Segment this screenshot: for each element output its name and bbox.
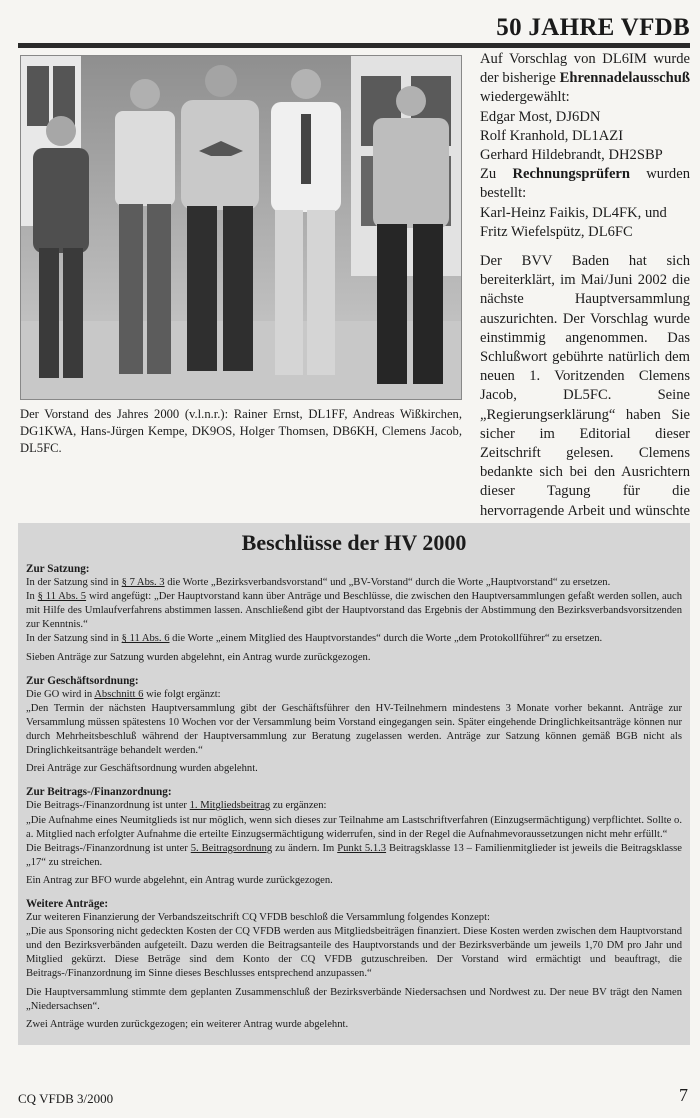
- paragraph-ref: Abschnitt 6: [94, 688, 144, 700]
- p2-end: wurden bestellt:: [480, 166, 690, 202]
- section-heading: Zur Satzung:: [26, 563, 90, 575]
- text: Beitragsklasse 13 – Familienmitglieder ist jeweils die Beitragsklasse „17“ zu streichen.: [26, 842, 682, 868]
- auditor-item: Karl-Heinz Faikis, DL4FK, und: [480, 204, 667, 221]
- ehrennadel-paragraph: [480, 50, 690, 242]
- beitrag-summary: Ein Antrag zur BFO wurde abgelehnt, ein Antrag wurde zurückgezogen.: [26, 874, 333, 886]
- text: zu ergänzen:: [270, 800, 327, 812]
- text: die Worte „einem Mitglied des Hauptvorstandes“ durch die Worte „dem Protokollführer“ zu ersetzen.: [169, 633, 603, 645]
- paragraph-ref: 1. Mitgliedsbeitrag: [189, 800, 271, 812]
- section-weitere-antraege: [18, 897, 690, 1032]
- weitere-merge: Die Hauptversammlung stimmte dem geplanten Zusammenschluß der Bezirksverbände Niedersachsen und Nordwest zu. Der neue BV trägt den Namen „Niedersachsen“.: [26, 986, 682, 1012]
- weitere-lines: [26, 911, 682, 981]
- text: Die GO wird in: [26, 688, 95, 700]
- footer-issue: CQ VFDB 3/2000: [18, 1091, 114, 1106]
- group-photo-illustration: [21, 56, 461, 399]
- text: wie folgt ergänzt:: [143, 688, 221, 700]
- text: „Den Termin der nächsten Hauptversammlung gibt der Geschäftsführer den HV-Teilnehmern mindestens 3 Monate vorher bekannt. Anträge zur Versammlung müssen spätestens 10 Wochen vor der Versammlung beim Vorstand eingegangen sein. Später eingehende Dringlichkeitsanträge können nur durch Mehrheitsbeschluß während der Hauptversammlung zur Beratung zugelassen werden. Anträge zur Satzung können gemäß BGB nicht als Dringlichkeitsanträge behandelt werden.“: [26, 702, 682, 757]
- text: Die Beitrags-/Finanzordnung ist unter: [26, 800, 190, 812]
- page-header-title: 50 JAHRE VFDB: [496, 14, 690, 41]
- weitere-summary: Zwei Anträge wurden zurückgezogen; ein weiterer Antrag wurde abgelehnt.: [26, 1018, 349, 1030]
- text: In der Satzung sind in: [26, 577, 122, 589]
- paragraph-ref: § 11 Abs. 5: [37, 591, 87, 603]
- text: wird angefügt: „Der Hauptvorstand kann über Anträge und Beschlüsse, die zwischen den Hauptversammlungen gefaßt werden sollen, auch mit Hilfe des Umlaufverfahrens abstimmen lassen. Anschließend gibt der Hauptvorstand das Ergebnis der Abstimmung den Bezirksverbandsvorsitzenden zur Kenntnis.“: [26, 591, 683, 631]
- p1-start: Auf Vorschlag von DL6IM wurde der bisherige: [480, 51, 690, 87]
- auditor-item: Fritz Wiefelspütz, DL6FC: [480, 223, 633, 240]
- text: „Die Aufnahme eines Neumitglieds ist nur möglich, wenn sich dieses zur Teilnahme am Lastschriftverfahren (Einzugsermächtigung) verpflichtet. Sollte o. a. Mitglied nach erfolgter Aufnahme die erteilte Einzugsermächtigung widerrufen, sind in der Regel die Aufnahmevoraussetzungen nicht mehr erfüllt.“: [26, 814, 682, 840]
- paragraph-ref: § 11 Abs. 6: [121, 633, 170, 645]
- page-number: 7: [679, 1085, 688, 1105]
- satzung-line-1: [26, 576, 682, 646]
- section-heading: Zur Beitrags-/Finanzordnung:: [26, 786, 172, 799]
- section-heading: Weitere Anträge:: [26, 897, 109, 910]
- resolutions-box: [18, 523, 690, 1045]
- text: die Worte „Bezirksverbandsvorstand“ und „BV-Vorstand“ durch die Worte „Hauptvorstand“ zu ersetzen.: [164, 577, 611, 589]
- section-beitragsordnung: [18, 785, 690, 888]
- beitrag-lines: [26, 799, 682, 869]
- member-item: Edgar Most, DJ6DN: [480, 108, 601, 125]
- header-rule: [18, 43, 690, 48]
- text: zu ändern. Im: [272, 842, 338, 854]
- member-item: Gerhard Hildebrandt, DH2SBP: [480, 147, 663, 164]
- resolutions-title: Beschlüsse der HV 2000: [241, 530, 467, 555]
- paragraph-ref: Punkt 5.1.3: [337, 842, 387, 854]
- text: „Die aus Sponsoring nicht gedeckten Kosten der CQ VFDB werden aus Mitgliedsbeiträgen finanziert. Diese Kosten werden zwischen dem Hauptvorstand und den Bezirksverbänden aufgeteilt. Dazu werden die Beitragsanteile des Hauptvorstands und der Bezirksverbände um jeweils 1,70 DM pro Jahr und Mitglied gekürzt. Diese Beträge sind dem Konto der CQ VFDB gutzuschreiben. Der Vorstand wird ermächtigt und beauftragt, die Beitrags-/Finanzordnung im Sinne dieses Beschlusses entsprechend anzupassen.“: [26, 926, 682, 980]
- section-satzung: [18, 562, 690, 665]
- section-heading: Zur Geschäftsordnung:: [26, 674, 139, 687]
- text: Die Beitrags-/Finanzordnung ist unter: [26, 842, 191, 854]
- text: In: [26, 591, 38, 603]
- p1-bold: Ehrennadelausschuß: [559, 70, 690, 87]
- p2-bold: Rechnungsprüfern: [512, 166, 631, 183]
- paragraph-ref: 5. Beitragsordnung: [190, 842, 273, 854]
- bvv-baden-paragraph: Der BVV Baden hat sich bereiterklärt, im Mai/Juni 2002 die nächste Hauptversammlung auszurichten. Der Vorschlag wurde einstimmig angenommen. Das Schlußwort gebührte natürlich dem neuen 1. Voritzenden Clemens Jacob, DL5FC. Seine „Regierungserklärung“ haben Sie sicher im Editorial dieser Zeitschrift gelesen. Clemens bedankte sich bei den Ausrichtern dieser Tagung für die hervorragende Arbeit und wünschte: [480, 253, 690, 519]
- text: Zur weiteren Finanzierung der Verbandszeitschrift CQ VFDB beschloß die Versammlung folgendes Konzept:: [26, 912, 490, 924]
- section-geschaeftsordnung: [18, 674, 690, 777]
- satzung-summary: Sieben Anträge zur Satzung wurden abgelehnt, ein Antrag wurde zurückgezogen.: [26, 651, 371, 663]
- right-column-text: [480, 50, 690, 569]
- go-lines: [26, 688, 682, 758]
- photo-caption: Der Vorstand des Jahres 2000 (v.l.n.r.): Rainer Ernst, DL1FF, Andreas Wißkirchen, DG1KWA, Hans-Jürgen Kempe, DK9OS, Holger Thomsen, DB6KH, Clemens Jacob, DL5FC.: [20, 407, 462, 455]
- p1-end: wiedergewählt:: [480, 89, 570, 106]
- p2-start: Zu: [480, 166, 513, 183]
- text: In der Satzung sind in: [26, 633, 122, 645]
- go-summary: Drei Anträge zur Geschäftsordnung wurden abgelehnt.: [26, 763, 258, 775]
- paragraph-ref: § 7 Abs. 3: [121, 577, 165, 589]
- group-photo: [20, 55, 462, 400]
- member-item: Rolf Kranhold, DL1AZI: [480, 127, 624, 144]
